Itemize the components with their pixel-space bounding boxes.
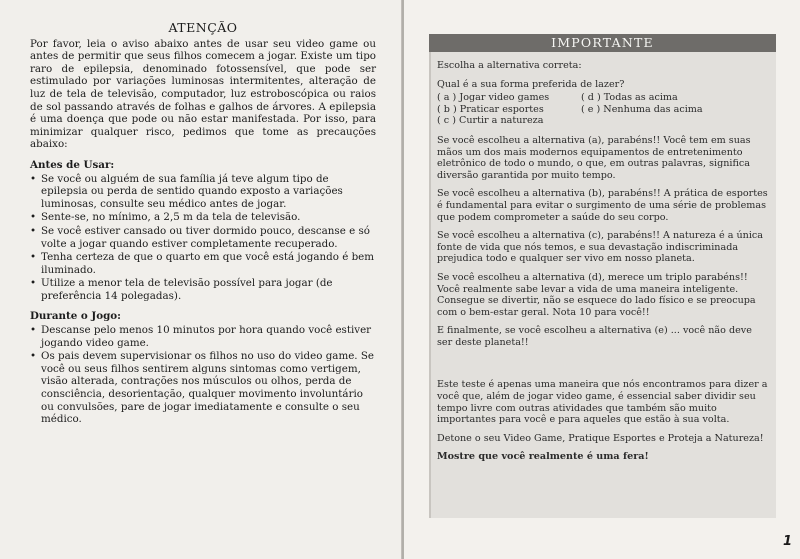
during-game-list (30, 324, 376, 426)
quiz-option: ( c ) Curtir a natureza (437, 115, 544, 127)
answer-e: E finalmente, se você escolheu a alternativa (e) ... você não deve ser deste planeta!! (437, 325, 752, 348)
slogan: Detone o seu Video Game, Pratique Esportes e Proteja a Natureza! (437, 432, 764, 444)
quiz-options (437, 92, 770, 127)
warning-title: ATENÇÃO (168, 20, 238, 35)
right-page (404, 0, 800, 559)
options-column-right (581, 92, 761, 127)
options-column-left (437, 92, 581, 127)
before-use-item: • Tenha certeza de que o quarto em que você está jogando é bem iluminado. (30, 251, 376, 276)
page-number: 1 (782, 534, 792, 549)
during-game-item: • Os pais devem supervisionar os filhos no uso do video game. Se você ou seus filhos sentirem alguns sintomas como vertigem, visão alterada, contrações nos músculos ou olhos, perda de consciência, desorientação, qualquer movimento involuntário ou convulsões, pare de jogar imediatamente e consulte o seu médico. (30, 350, 376, 426)
answer-d: Se você escolheu a alternativa (d), merece um triplo parabéns!! Você realmente sabe levar a vida de uma maneira inteligente. Consegue se divertir, não se esquece do lado físico e se preocupa com o bem-estar geral. Nota 10 para você!! (437, 271, 756, 318)
warning-section (30, 22, 376, 434)
answer-b: Se você escolheu a alternativa (b), parabéns!! A prática de esportes é fundamental para evitar o surgimento de uma série de problemas que podem comprometer a saúde do seu corpo. (437, 188, 768, 223)
warning-intro: Por favor, leia o aviso abaixo antes de usar seu video game ou antes de permitir que seus filhos comecem a jogar. Existe um tipo raro de epilepsia, denominado fotossensível, que pode ser estimulado por variações luminosas intermitentes, alteração de luz de tela de televisão, computador, luz estroboscópica ou raios de sol passando através de folhas e galhos de árvores. A epilepsia é uma doença que pode ou não estar manifestada. Por isso, para minimizar qualquer risco, pedimos que tome as precauções abaixo: (30, 37, 376, 151)
closing-paragraph: Este teste é apenas uma maneira que nós encontramos para dizer a você que, além de jogar video game, é essencial saber dividir seu tempo livre com outras atividades que também são muito importantes para você e para aqueles que estão à sua volta. (437, 379, 768, 426)
answer-c: Se você escolheu a alternativa (c), parabéns!! A natureza é a única fonte de vida que nós temos, e sua devastação indiscriminada prejudica todo e qualquer ser vivo em nosso planeta. (437, 230, 764, 265)
final-line: Mostre que você realmente é uma fera! (437, 451, 649, 463)
quiz-option: ( d ) Todas as acima (581, 92, 678, 104)
before-use-item: • Sente-se, no mínimo, a 2,5 m da tela de televisão. (30, 211, 376, 224)
important-header: IMPORTANTE (429, 34, 776, 52)
before-use-item: • Se você ou alguém de sua família já teve algum tipo de epilepsia ou perda de sentido quando exposto a variações luminosas, consulte seu médico antes de jogar. (30, 173, 376, 211)
during-game-heading: Durante o Jogo: (30, 310, 121, 323)
before-use-heading: Antes de Usar: (30, 158, 115, 171)
quiz-option: ( e ) Nenhuma das acima (581, 103, 703, 115)
quiz-question: Qual é a sua forma preferida de lazer? (437, 78, 625, 90)
spacer (437, 355, 770, 379)
quiz-instruction: Escolha a alternativa correta: (437, 60, 582, 71)
before-use-list (30, 173, 376, 303)
quiz-option: ( b ) Praticar esportes (437, 103, 544, 115)
answer-a: Se você escolheu a alternativa (a), parabéns!! Você tem em suas mãos um dos mais modernos equipamentos de entretenimento eletrônico de todo o mundo, o que, em outras palavras, significa diversão garantida por muito tempo. (437, 134, 751, 181)
during-game-item: • Descanse pelo menos 10 minutos por hora quando você estiver jogando video game. (30, 324, 376, 349)
before-use-item: • Utilize a menor tela de televisão possível para jogar (de preferência 14 polegadas). (30, 277, 376, 302)
quiz-section (437, 60, 770, 470)
before-use-item: • Se você estiver cansado ou tiver dormido pouco, descanse e só volte a jogar quando estiver completamente recuperado. (30, 225, 376, 250)
quiz-option: ( a ) Jogar video games (437, 92, 550, 104)
